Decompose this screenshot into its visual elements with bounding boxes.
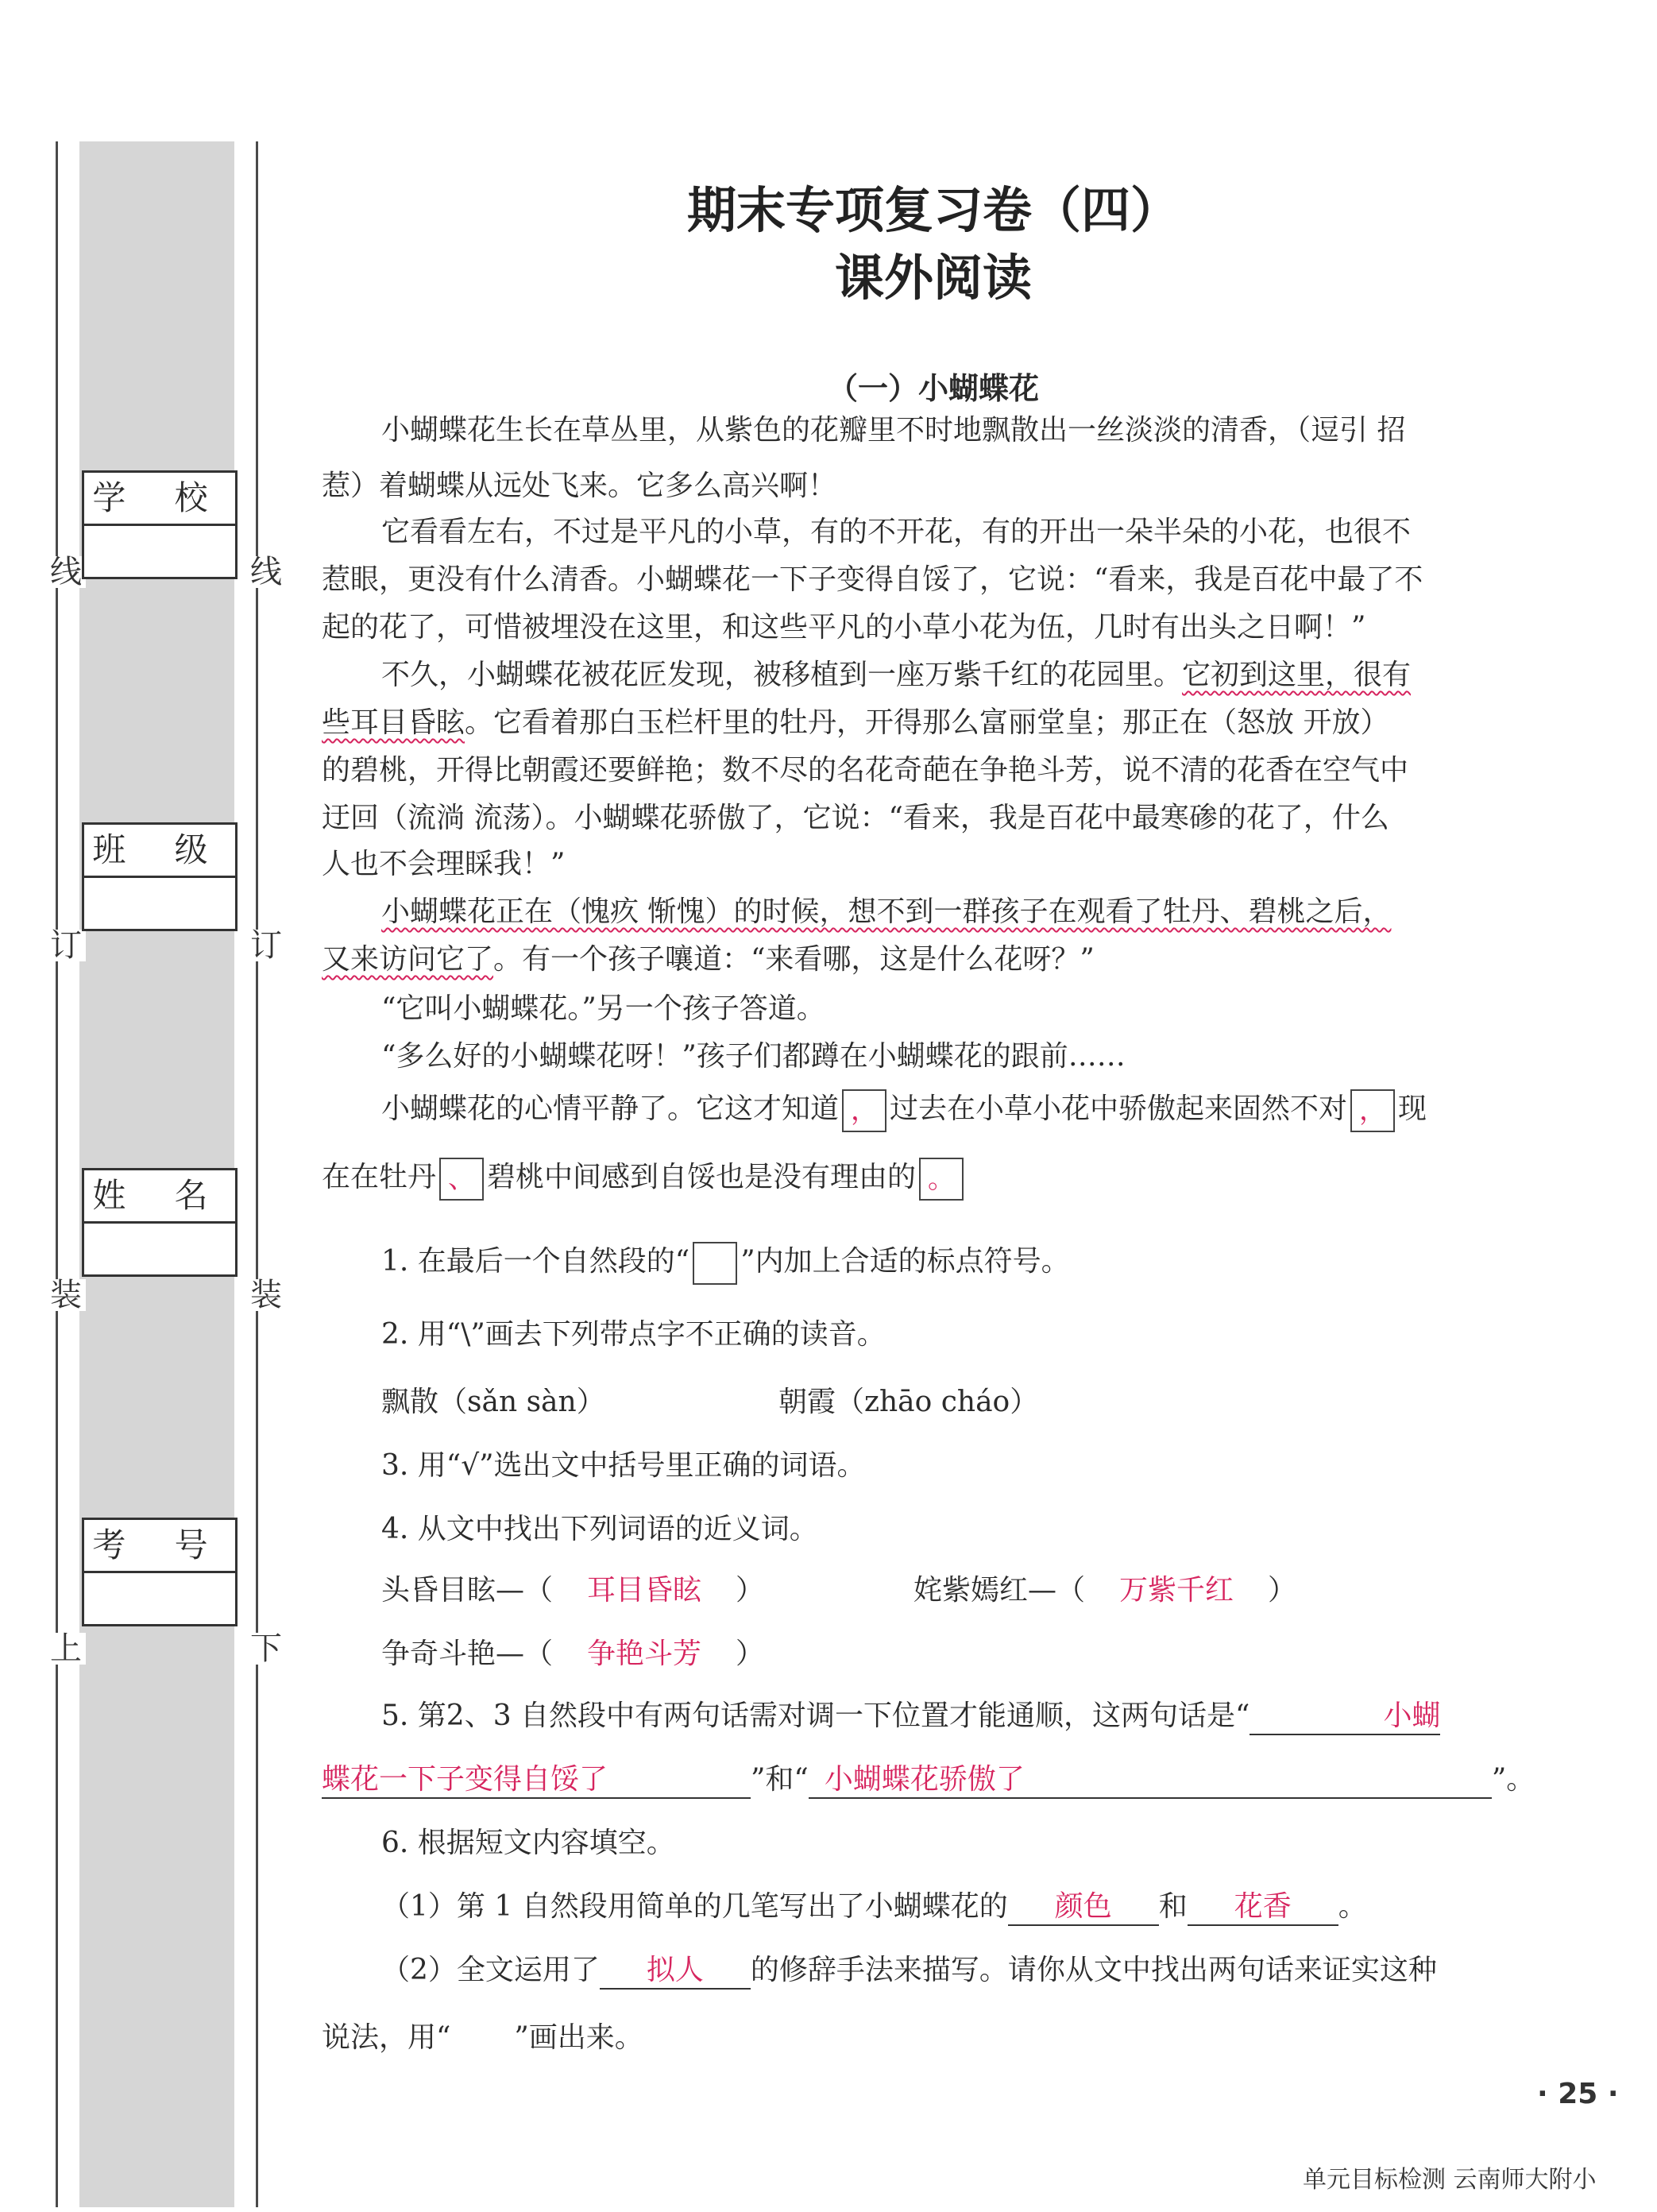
question-4-item-2: 姹紫嫣红—（ 万紫千红 ） — [913, 1567, 1390, 1615]
answer-line[interactable]: 颜色 — [1008, 1889, 1159, 1926]
cut-label: 上 — [46, 1633, 86, 1665]
answer-line[interactable]: 花香 — [1188, 1889, 1338, 1926]
punct-box[interactable]: ， — [1350, 1089, 1395, 1132]
name-label: 姓 名 — [84, 1170, 235, 1224]
id-field[interactable] — [82, 1518, 238, 1626]
page-subtitle: 课外阅读 — [834, 249, 1032, 307]
cut-label: 下 — [246, 1633, 286, 1665]
class-field[interactable] — [82, 822, 238, 931]
cut-label: 订 — [246, 930, 286, 961]
passage-line — [381, 888, 1620, 936]
name-blank[interactable] — [84, 1224, 235, 1274]
answer-line[interactable]: 小蝴蝶花骄傲了 — [809, 1762, 1492, 1799]
page-number: · 25 · — [1537, 2078, 1619, 2110]
question-5: 5. 第2、3 自然段中有两句话需对调一下位置才能通顺，这两句话是“ 小蝴 — [381, 1692, 1557, 1740]
wavy-line-sample — [450, 2014, 514, 2062]
passage-line: “它叫小蝴蝶花。”另一个孩子答道。 — [381, 992, 825, 1025]
punct-box[interactable]: ， — [842, 1089, 886, 1132]
passage-line: 些耳目昏眩。它看着那白玉栏杆里的牡丹，开得那么富丽堂皇；那正在（怒放 开放） — [322, 706, 1389, 739]
answer-text: 耳目昏眩 — [587, 1574, 702, 1607]
id-blank[interactable] — [84, 1573, 235, 1624]
passage-line: “多么好的小蝴蝶花呀！”孩子们都蹲在小蝴蝶花的跟前…… — [381, 1040, 1126, 1073]
passage-line: 小蝴蝶花的心情平静了。它这才知道 ， 过去在小草小花中骄傲起来固然不对 ， 现 — [381, 1085, 1620, 1133]
cut-label: 装 — [46, 1279, 86, 1311]
passage-line: 不久，小蝴蝶花被花匠发现，被移植到一座万紫千红的花园里。它初到这里，很有 — [381, 659, 1412, 691]
punct-box-example — [693, 1242, 737, 1285]
cut-line-inner — [256, 141, 258, 2207]
page-title: 期末专项复习卷（四） — [686, 181, 1180, 239]
wavy-underline: 些耳目昏眩 — [322, 706, 465, 739]
question-4: 4. 从文中找出下列词语的近义词。 — [381, 1513, 818, 1545]
passage-line: 它看看左右，不过是平凡的小草，有的不开花，有的开出一朵半朵的小花，也很不 — [381, 516, 1412, 548]
passage-line: 迂回（流淌 流荡）。小蝴蝶花骄傲了，它说：“看来，我是百花中最寒碜的花了，什么 — [322, 802, 1389, 834]
answer-text: 争艳斗芳 — [587, 1638, 702, 1670]
question-3: 3. 用“√”选出文中括号里正确的词语。 — [381, 1449, 866, 1482]
cut-label: 订 — [46, 930, 86, 961]
question-6: 6. 根据短文内容填空。 — [381, 1827, 675, 1859]
section-heading: （一）小蝴蝶花 — [827, 371, 1039, 406]
passage-line: 在在牡丹 、 碧桃中间感到自馁也是没有理由的 。 — [322, 1154, 1561, 1201]
class-label: 班 级 — [84, 825, 235, 878]
passage-line: 的碧桃，开得比朝霞还要鲜艳；数不尽的名花奇葩在争艳斗芳，说不清的花香在空气中 — [322, 754, 1409, 787]
passage-line: 又来访问它了。有一个孩子嚷道：“来看哪，这是什么花呀？” — [322, 943, 1095, 976]
answer-line[interactable]: 蝶花一下子变得自馁了 — [322, 1762, 751, 1799]
question-6-2-cont: 说法，用“ ”画出来。 — [322, 2014, 1561, 2062]
cut-label: 线 — [246, 556, 286, 588]
cut-label: 装 — [246, 1279, 286, 1311]
school-field[interactable] — [82, 470, 238, 579]
passage-line: 人也不会理睬我！” — [322, 848, 566, 880]
passage-line: 惹眼，更没有什么清香。小蝴蝶花一下子变得自馁了，它说：“看来，我是百花中最了不 — [322, 563, 1423, 596]
answer-line[interactable]: 拟人 — [600, 1953, 751, 1990]
question-2-word-2: 朝霞（zhāo cháo） — [778, 1386, 1039, 1418]
wavy-underline: 小蝴蝶花正在（愧疚 惭愧）的时候，想不到一群孩子在观看了牡丹、碧桃之后， — [381, 895, 1392, 928]
class-blank[interactable] — [84, 878, 235, 929]
answer-text: 万紫千红 — [1119, 1574, 1234, 1607]
cut-label: 线 — [46, 556, 86, 588]
question-5-cont: 蝶花一下子变得自馁了 ”和“ 小蝴蝶花骄傲了 ”。 — [322, 1756, 1561, 1804]
wavy-underline: 它初到这里，很有 — [1182, 659, 1412, 691]
wavy-underline: 又来访问它了 — [322, 943, 494, 976]
question-2: 2. 用“\”画去下列带点字不正确的读音。 — [381, 1318, 886, 1351]
question-6-1: （1）第 1 自然段用简单的几笔写出了小蝴蝶花的 颜色 和 花香 。 — [381, 1883, 1557, 1931]
name-field[interactable] — [82, 1168, 238, 1277]
question-2-word-1: 飘散（sǎn sàn） — [381, 1386, 605, 1418]
passage-line: 小蝴蝶花生长在草丛里，从紫色的花瓣里不时地飘散出一丝淡淡的清香，（逗引 招 — [381, 414, 1406, 447]
id-label: 考 号 — [84, 1520, 235, 1573]
school-blank[interactable] — [84, 526, 235, 577]
cut-line-outer — [56, 141, 58, 2207]
punct-box[interactable]: 。 — [919, 1158, 964, 1201]
punct-box[interactable]: 、 — [439, 1158, 484, 1201]
question-4-item-1: 头昏目眩—（ 耳目昏眩 ） — [381, 1567, 826, 1615]
question-6-2: （2）全文运用了 拟人 的修辞手法来描写。请你从文中找出两句话来证实这种 — [381, 1947, 1557, 1994]
passage-line: 起的花了，可惜被埋没在这里，和这些平凡的小草小花为伍，几时有出头之日啊！” — [322, 611, 1366, 644]
question-4-item-3: 争奇斗艳—（ 争艳斗芳 ） — [381, 1630, 826, 1678]
publisher-footer: 单元目标检测 云南师大附小 — [1303, 2166, 1597, 2194]
question-1: 1. 在最后一个自然段的“ ”内加上合适的标点符号。 — [381, 1238, 1620, 1286]
passage-line: 惹）着蝴蝶从远处飞来。它多么高兴啊！ — [322, 470, 837, 502]
school-label: 学 校 — [84, 473, 235, 526]
answer-line[interactable]: 小蝴 — [1250, 1699, 1440, 1735]
